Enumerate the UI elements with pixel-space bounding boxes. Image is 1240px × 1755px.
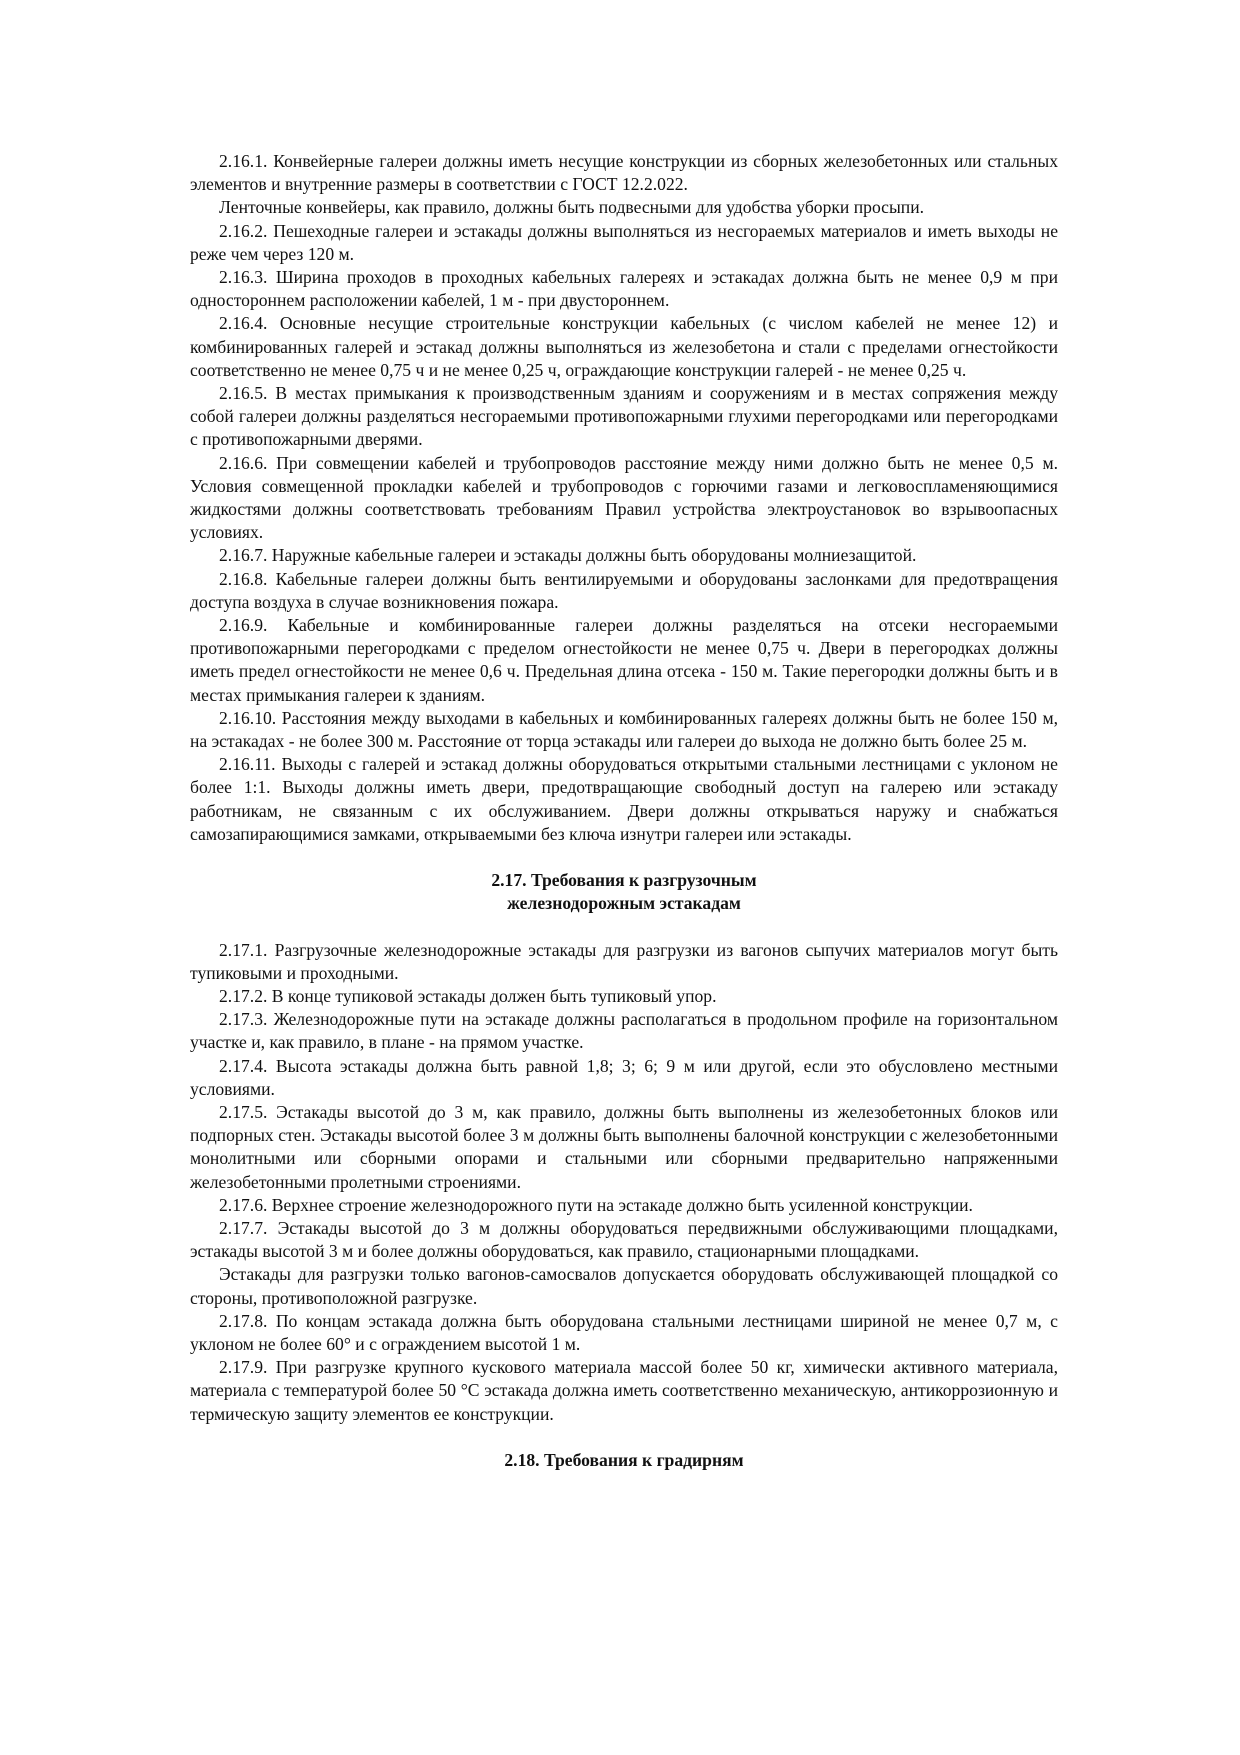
paragraph-2-16-6: 2.16.6. При совмещении кабелей и трубопроводов расстояние между ними должно быть не менее 0,5 м. Условия совмещенной прокладки кабелей и трубопроводов с горючими газами и легковоспламеняющимися жидкостями должны соответствовать требованиям Правил устройства электроустановок во взрывоопасных условиях. <box>190 452 1058 543</box>
paragraph-2-17-6: 2.17.6. Верхнее строение железнодорожного пути на эстакаде должно быть усиленной конструкции. <box>219 1194 973 1215</box>
paragraph-2-16-3: 2.16.3. Ширина проходов в проходных кабельных галереях и эстакадах должна быть не менее 0,9 м при одностороннем расположении кабелей, 1 м - при двустороннем. <box>190 267 1058 311</box>
section-heading-2-17-line-1: 2.17. Требования к разгрузочным <box>491 870 757 891</box>
paragraph-2-16-8: 2.16.8. Кабельные галереи должны быть вентилируемыми и оборудованы заслонками для предотвращения доступа воздуха в случае возникновения пожара. <box>190 568 1058 612</box>
paragraph-2-16-11: 2.16.11. Выходы с галерей и эстакад должны оборудоваться открытыми стальными лестницами с уклоном не более 1:1. Выходы должны иметь двери, предотвращающие свободный доступ на галерею или эстакаду работникам, не связанным с их обслуживанием. Двери должны открываться наружу и снабжаться самозапирающимися замками, открываемыми без ключа изнутри галереи или эстакады. <box>190 754 1058 844</box>
paragraph-2-17-3: 2.17.3. Железнодорожные пути на эстакаде должны располагаться в продольном профиле на горизонтальном участке и, как правило, в плане - на прямом участке. <box>190 1009 1058 1053</box>
section-heading-2-18 <box>190 1449 1058 1472</box>
document-page <box>190 150 1058 1472</box>
paragraph-2-16-7: 2.16.7. Наружные кабельные галереи и эстакады должны быть оборудованы молниезащитой. <box>219 545 917 566</box>
paragraph-2-17-9: 2.17.9. При разгрузке крупного кускового материала массой более 50 кг, химически активного материала, материала с температурой более 50 °С эстакада должна иметь соответственно механическую, антикоррозионную и термическую защиту элементов ее конструкции. <box>190 1357 1058 1424</box>
paragraph-2-16-2: 2.16.2. Пешеходные галереи и эстакады должны выполняться из несгораемых материалов и иметь выходы не реже чем через 120 м. <box>190 220 1058 264</box>
paragraph-2-17-7: 2.17.7. Эстакады высотой до 3 м должны оборудоваться передвижными обслуживающими площадками, эстакады высотой 3 м и более должны оборудоваться, как правило, стационарными площадками. <box>190 1217 1058 1262</box>
paragraph-2-17-7-dump-cars: Эстакады для разгрузки только вагонов-самосвалов допускается оборудовать обслуживающей площадкой со стороны, противоположной разгрузке. <box>190 1264 1058 1308</box>
section-heading-2-17 <box>190 869 1058 915</box>
paragraph-2-17-1: 2.17.1. Разгрузочные железнодорожные эстакады для разгрузки из вагонов сыпучих материалов могут быть тупиковыми и проходными. <box>190 939 1058 983</box>
paragraph-2-17-4: 2.17.4. Высота эстакады должна быть равной 1,8; 3; 6; 9 м или другой, если это обусловлено местными условиями. <box>190 1055 1058 1099</box>
paragraph-2-16-1-belt-conveyors: Ленточные конвейеры, как правило, должны быть подвесными для удобства уборки просыпи. <box>219 197 925 218</box>
paragraph-2-16-10: 2.16.10. Расстояния между выходами в кабельных и комбинированных галереях должны быть не более 150 м, на эстакадах - не более 300 м. Расстояние от торца эстакады или галереи до выхода не должно быть более 25 м. <box>190 707 1058 752</box>
paragraph-2-16-4: 2.16.4. Основные несущие строительные конструкции кабельных (с числом кабелей не менее 12) и комбинированных галерей и эстакад должны выполняться из железобетона и стали с пределами огнестойкости соответственно не менее 0,75 ч и не менее 0,25 ч, ограждающие конструкции галерей - не менее 0,25 ч. <box>190 313 1058 380</box>
paragraph-2-17-2: 2.17.2. В конце тупиковой эстакады должен быть тупиковый упор. <box>219 985 717 1006</box>
paragraph-2-16-5: 2.16.5. В местах примыкания к производственным зданиям и сооружениям и в местах сопряжения между собой галереи должны разделяться несгораемыми противопожарными глухими перегородками или перегородками с противопожарными дверями. <box>190 383 1058 450</box>
section-2-16 <box>190 150 1058 846</box>
section-heading-2-17-line-2: железнодорожным эстакадам <box>507 893 741 914</box>
section-2-17 <box>190 939 1058 1426</box>
paragraph-2-16-1: 2.16.1. Конвейерные галереи должны иметь несущие конструкции из сборных железобетонных или стальных элементов и внутренние размеры в соответствии с ГОСТ 12.2.022. <box>190 151 1058 195</box>
section-heading-2-18-text: 2.18. Требования к градирням <box>504 1449 744 1470</box>
paragraph-2-17-8: 2.17.8. По концам эстакада должна быть оборудована стальными лестницами шириной не менее 0,7 м, с уклоном не более 60° и с ограждением высотой 1 м. <box>190 1310 1058 1354</box>
paragraph-2-16-9: 2.16.9. Кабельные и комбинированные галереи должны разделяться на отсеки несгораемыми противопожарными перегородками с пределом огнестойкости не менее 0,75 ч. Двери в перегородках должны иметь предел огнестойкости не менее 0,6 ч. Предельная длина отсека - 150 м. Такие перегородки должны быть и в местах примыкания галереи к зданиям. <box>190 615 1058 705</box>
paragraph-2-17-5: 2.17.5. Эстакады высотой до 3 м, как правило, должны быть выполнены из железобетонных блоков или подпорных стен. Эстакады высотой более 3 м должны быть выполнены балочной конструкции с железобетонными монолитными или сборными опорами и стальными или сборными предварительно напряженными железобетонными пролетными строениями. <box>190 1101 1058 1192</box>
